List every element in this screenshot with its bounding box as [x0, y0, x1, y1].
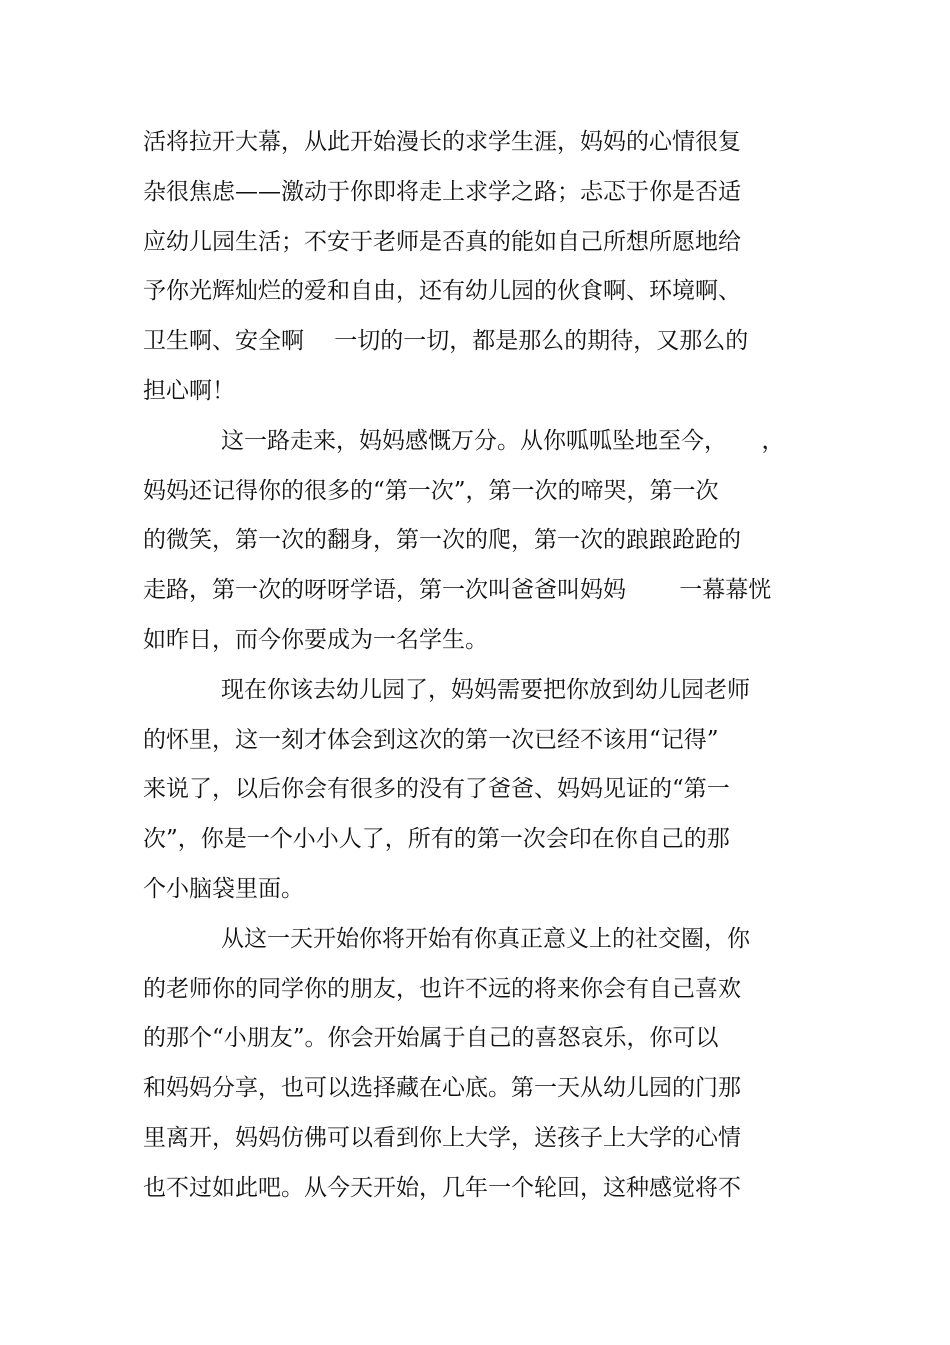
- paragraph-2: [143, 417, 843, 666]
- text-line: 的老师你的同学你的朋友，也许不远的将来你会有自己喜欢: [143, 975, 741, 1002]
- text-line: 走路，第一次的呀呀学语，第一次叫爸爸叫妈妈 一幕幕恍: [143, 577, 772, 604]
- paragraph-1: [143, 118, 843, 417]
- text-line: 这一路走来，妈妈感慨万分。从你呱呱坠地至今， ，: [221, 427, 785, 454]
- paragraph-4: [143, 915, 843, 1214]
- text-line: 予你光辉灿烂的爱和自由，还有幼儿园的伙食啊、环境啊、: [143, 278, 741, 305]
- text-line: 的那个“小朋友”。你会开始属于自己的喜怒哀乐，你可以: [143, 1025, 719, 1052]
- text-line: 活将拉开大幕，从此开始漫长的求学生涯，妈妈的心情很复: [143, 129, 741, 155]
- body-text: [143, 118, 843, 1214]
- text-line: 的怀里，这一刻才体会到这次的第一次已经不该用“记得”: [143, 726, 719, 753]
- text-line: 里离开，妈妈仿佛可以看到你上大学，送孩子上大学的心情: [143, 1124, 741, 1151]
- text-line: 来说了，以后你会有很多的没有了爸爸、妈妈见证的“第一: [143, 776, 730, 803]
- text-line: 和妈妈分享，也可以选择藏在心底。第一天从幼儿园的门那: [143, 1075, 741, 1102]
- text-line: 应幼儿园生活；不安于老师是否真的能如自己所想所愿地给: [143, 228, 741, 255]
- text-line: 卫生啊、安全啊 一切的一切，都是那么的期待，又那么的: [143, 328, 749, 355]
- text-line: 如昨日，而今你要成为一名学生。: [143, 626, 488, 653]
- text-line: 妈妈还记得你的很多的“第一次”，第一次的啼哭，第一次: [143, 477, 719, 504]
- text-line: 担心啊！: [143, 377, 235, 404]
- text-line: 的微笑，第一次的翻身，第一次的爬，第一次的踉踉跄跄的: [143, 527, 741, 554]
- text-line: 从这一天开始你将开始有你真正意义上的社交圈，你: [221, 925, 750, 952]
- text-line: 也不过如此吧。从今天开始，几年一个轮回，这种感觉将不: [143, 1174, 741, 1201]
- paragraph-3: [143, 666, 843, 915]
- text-line: 个小脑袋里面。: [143, 875, 304, 902]
- text-line: 现在你该去幼儿园了，妈妈需要把你放到幼儿园老师: [221, 676, 750, 703]
- text-line: 次”，你是一个小小人了，所有的第一次会印在你自己的那: [143, 826, 730, 853]
- text-line: 杂很焦虑——激动于你即将走上求学之路；忐忑于你是否适: [143, 178, 741, 205]
